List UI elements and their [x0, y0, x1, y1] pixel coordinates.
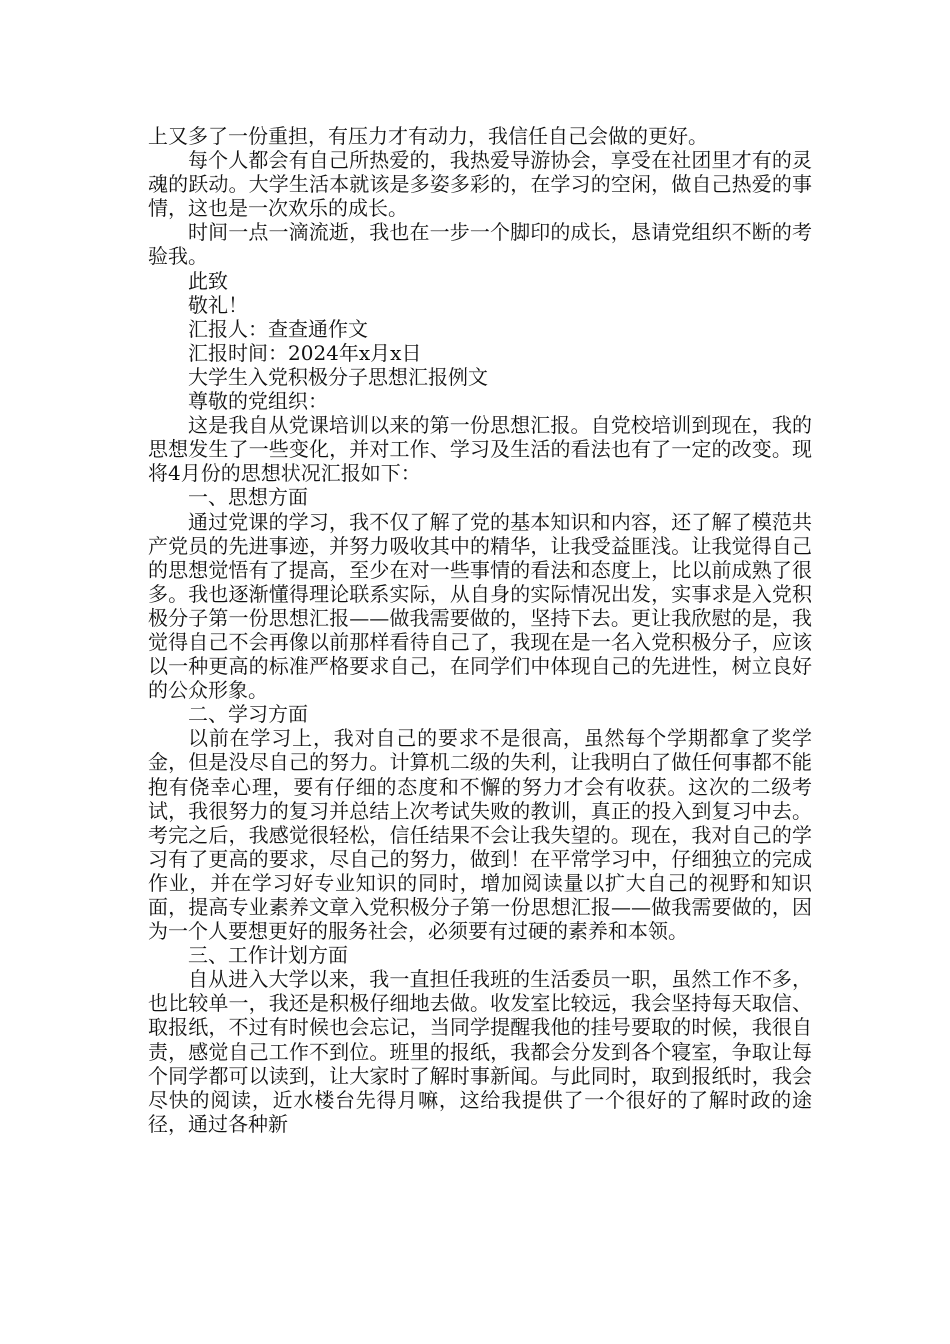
- paragraph-intro: 这是我自从党课培训以来的第一份思想汇报。自党校培训到现在，我的思想发生了一些变化，并对工作、学习及生活的看法也有了一定的改变。现将4月份的思想状况汇报如下：: [148, 413, 812, 486]
- section-heading-thought: 一、思想方面: [188, 485, 308, 510]
- paragraph-hobby: 每个人都会有自己所热爱的，我热爱导游协会，享受在社团里才有的灵魂的跃动。大学生活本就该是多姿多彩的，在学习的空闲，做自己热爱的事情，这也是一次欢乐的成长。: [148, 148, 812, 221]
- paragraph-study: 以前在学习上，我对自己的要求不是很高，虽然每个学期都拿了奖学金，但是没尽自己的努力。计算机二级的失利，让我明白了做任何事都不能抱有侥幸心理，要有仔细的态度和不懈的努力才会有收获。这次的二级考试，我很努力的复习并总结上次考试失败的教训，真正的投入到复习中去。考完之后，我感觉很轻松，信任结果不会让我失望的。现在，我对自己的学习有了更高的要求，尽自己的努力，做到！在平常学习中，仔细独立的完成作业，并在学习好专业知识的同时，增加阅读量以扩大自己的视野和知识面，提高专业素养文章入党积极分子第一份思想汇报——做我需要做的，因为一个人要想更好的服务社会，必须要有过硬的素养和本领。: [148, 726, 812, 944]
- reporter-line: 汇报人：查查通作文: [188, 316, 368, 341]
- paragraph-thought: 通过党课的学习，我不仅了解了党的基本知识和内容，还了解了模范共产党员的先进事迹，并努力吸收其中的精华，让我受益匪浅。让我觉得自己的思想觉悟有了提高，至少在对一些事情的看法和态度上，比以前成熟了很多。我也逐渐懂得理论联系实际，从自身的实际情况出发，实事求是入党积极分子第一份思想汇报——做我需要做的，坚持下去。更让我欣慰的是，我觉得自己不会再像以前那样看待自己了，我现在是一名入党积极分子，应该以一种更高的标准严格要求自己，在同学们中体现自己的先进性，树立良好的公众形象。: [148, 509, 812, 703]
- section-heading-study: 二、学习方面: [188, 702, 308, 727]
- salutation-cizhi: 此致: [188, 268, 228, 293]
- section-heading-work: 三、工作计划方面: [188, 943, 348, 968]
- paragraph-work: 自从进入大学以来，我一直担任我班的生活委员一职，虽然工作不多，也比较单一，我还是积极仔细地去做。收发室比较远，我会坚持每天取信、取报纸，不过有时候也会忘记，当同学提醒我他的挂号要取的时候，我很自责，感觉自己工作不到位。班里的报纸，我都会分发到各个寝室，争取让每个同学都可以读到，让大家时了解时事新闻。与此同时，取到报纸时，我会尽快的阅读，近水楼台先得月嘛，这给我提供了一个很好的了解时政的途径，通过各种新: [148, 967, 812, 1136]
- document-title: 大学生入党积极分子思想汇报例文: [188, 364, 488, 389]
- document-page: [148, 124, 812, 1136]
- salutation-jingli: 敬礼！: [188, 292, 248, 317]
- report-date-line: 汇报时间：2024年x月x日: [188, 340, 422, 365]
- paragraph-continuation: 上又多了一份重担，有压力才有动力，我信任自己会做的更好。: [148, 124, 708, 148]
- greeting-line: 尊敬的党组织：: [188, 389, 328, 414]
- paragraph-closing-request: 时间一点一滴流逝，我也在一步一个脚印的成长，恳请党组织不断的考验我。: [148, 220, 812, 269]
